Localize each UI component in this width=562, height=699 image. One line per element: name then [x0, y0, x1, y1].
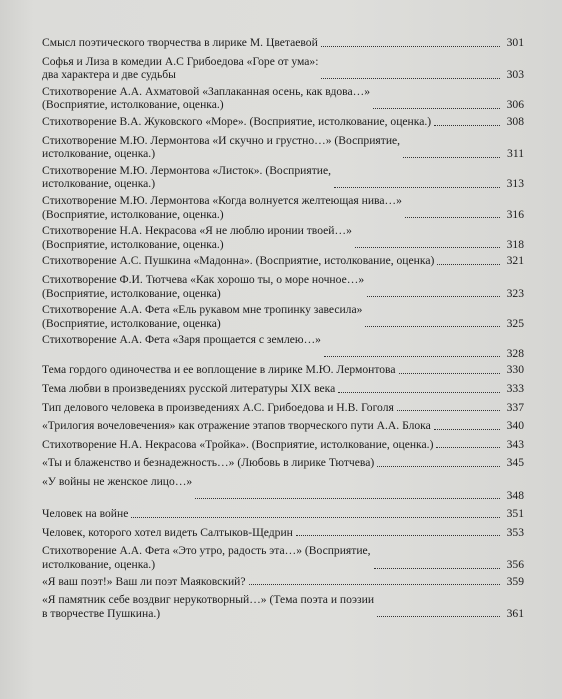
- dot-leader: [403, 157, 500, 158]
- toc-entry-title: Тема гордого одиночества и ее воплощение в лирике М.Ю. Лермонтова: [42, 363, 396, 377]
- dot-leader: [405, 217, 500, 218]
- dot-leader: [367, 296, 500, 297]
- dot-leader: [365, 326, 500, 327]
- toc-page-number: 330: [506, 363, 524, 377]
- dot-leader: [321, 46, 500, 47]
- toc-entry: [42, 507, 524, 521]
- toc-entry: [42, 273, 524, 300]
- toc-entry-title: Стихотворение М.Ю. Лермонтова «Когда волнуется желтеющая нива…» (Восприятие, истолкование, оценка.): [42, 193, 402, 221]
- toc-entry-title: «Трилогия вочеловечения» как отражение этапов творческого пути А.А. Блока: [42, 419, 431, 433]
- toc-entry: [42, 85, 524, 112]
- toc-entry: [42, 456, 524, 470]
- toc-entry: [42, 475, 524, 502]
- toc-page-number: 353: [506, 525, 524, 539]
- toc-entry: [42, 438, 524, 452]
- toc-page-number: 356: [506, 558, 524, 571]
- dot-leader: [373, 108, 500, 109]
- toc-entry-title: Стихотворение А.А. Фета «Это утро, радость эта…» (Восприятие, истолкование, оценка.): [42, 544, 371, 571]
- toc-entry-title: Тема любви в произведениях русской литературы XIX века: [42, 382, 336, 396]
- dot-leader: [377, 616, 500, 617]
- toc-entry-title: «Я ваш поэт!» Ваш ли поэт Маяковский?: [42, 574, 246, 588]
- toc-entry: [42, 303, 524, 330]
- toc-page-number: 301: [506, 36, 524, 49]
- dot-leader: [355, 247, 500, 248]
- toc-page-number: 348: [506, 488, 524, 502]
- toc-entry-title: Стихотворение В.А. Жуковского «Море». (Восприятие, истолкование, оценка.): [42, 114, 432, 128]
- toc-entry: [42, 194, 524, 221]
- dot-leader: [436, 447, 500, 448]
- toc-entry: [42, 419, 524, 433]
- toc-entry-title: Стихотворение М.Ю. Лермонтова «Листок». (Восприятие, истолкование, оценка.): [42, 163, 332, 191]
- dot-leader: [195, 498, 500, 499]
- dot-leader: [321, 78, 500, 79]
- toc-page-number: 323: [506, 286, 524, 300]
- toc-page-number: 361: [506, 606, 524, 620]
- toc-page-number: 351: [506, 507, 524, 521]
- toc-page-number: 316: [506, 207, 524, 221]
- table-of-contents: [42, 36, 524, 620]
- toc-entry-title: Стихотворение Н.А. Некрасова «Я не люблю иронии твоей…» (Восприятие, истолкование, оценка.): [42, 224, 352, 251]
- dot-leader: [296, 535, 500, 536]
- toc-page-number: 318: [506, 237, 524, 251]
- toc-entry-title: «Ты и блаженство и безнадежность…» (Любовь в лирике Тютчева): [42, 456, 375, 470]
- toc-entry: [42, 164, 524, 191]
- toc-entry-title: Софья и Лиза в комедии А.С Грибоедова «Горе от ума»: два характера и две судьбы: [42, 54, 319, 82]
- toc-entry-title: Человек на войне: [42, 507, 129, 521]
- toc-page-number: 325: [506, 316, 524, 330]
- toc-page-number: 306: [506, 98, 524, 112]
- toc-page-number: 343: [506, 437, 524, 451]
- toc-entry-title: Стихотворение Ф.И. Тютчева «Как хорошо ты, о море ночное…» (Восприятие, истолкование, оценка): [42, 272, 365, 300]
- toc-page-number: 340: [506, 419, 524, 433]
- toc-entry: [42, 526, 524, 540]
- toc-entry-title: Стихотворение А.С. Пушкина «Мадонна». (Восприятие, истолкование, оценка): [42, 254, 435, 268]
- dot-leader: [377, 466, 500, 467]
- dot-leader: [434, 429, 500, 430]
- toc-entry: [42, 575, 524, 589]
- toc-entry: [42, 36, 524, 50]
- toc-entry: [42, 134, 524, 161]
- dot-leader: [374, 568, 500, 569]
- toc-entry: [42, 55, 524, 82]
- dot-leader: [324, 356, 500, 357]
- toc-page-number: 303: [506, 68, 524, 82]
- toc-entry-title: «Я памятник себе воздвиг нерукотворный…» (Тема поэта и поэзии в творчестве Пушкина.): [42, 593, 375, 620]
- toc-page-number: 313: [506, 177, 524, 191]
- dot-leader: [399, 373, 500, 374]
- dot-leader: [437, 264, 500, 265]
- toc-entry-title: Человек, которого хотел видеть Салтыков-Щедрин: [42, 525, 293, 539]
- toc-page-number: 311: [507, 147, 524, 161]
- toc-page-number: 345: [506, 456, 524, 470]
- dot-leader: [397, 410, 500, 411]
- dot-leader: [338, 392, 500, 393]
- toc-entry: [42, 254, 524, 268]
- dot-leader: [131, 517, 500, 518]
- toc-entry: [42, 333, 524, 360]
- toc-entry-title: Стихотворение А.А. Фета «Ель рукавом мне тропинку завесила» (Восприятие, истолкование, оценка): [42, 303, 363, 330]
- toc-entry-title: Стихотворение Н.А. Некрасова «Тройка». (Восприятие, истолкование, оценка.): [42, 437, 434, 451]
- toc-entry-title: Смысл поэтического творчества в лирике М. Цветаевой: [42, 36, 318, 49]
- toc-entry: [42, 544, 524, 571]
- toc-entry: [42, 115, 524, 129]
- toc-page-number: 328: [506, 346, 524, 360]
- toc-entry-title: «У войны не женское лицо…»: [42, 475, 193, 489]
- toc-entry-title: Стихотворение М.Ю. Лермонтова «И скучно и грустно…» (Восприятие, истолкование, оценка.): [42, 133, 401, 161]
- toc-entry: [42, 401, 524, 415]
- toc-entry: [42, 593, 524, 620]
- toc-page-number: 321: [506, 254, 524, 268]
- toc-page-number: 333: [506, 382, 524, 396]
- toc-entry-title: Стихотворение А.А. Ахматовой «Заплаканная осень, как вдова…» (Восприятие, истолкование, оценка.): [42, 84, 371, 112]
- dot-leader: [334, 187, 500, 188]
- toc-page-number: 308: [506, 114, 524, 128]
- toc-entry: [42, 382, 524, 396]
- dot-leader: [249, 584, 500, 585]
- toc-entry: [42, 224, 524, 251]
- toc-entry: [42, 363, 524, 377]
- toc-entry-title: Тип делового человека в произведениях А.С. Грибоедова и Н.В. Гоголя: [42, 400, 394, 414]
- toc-page-number: 359: [506, 574, 524, 588]
- toc-entry-title: Стихотворение А.А. Фета «Заря прощается с землею…»: [42, 333, 321, 347]
- dot-leader: [434, 125, 500, 126]
- toc-page-number: 337: [506, 400, 524, 414]
